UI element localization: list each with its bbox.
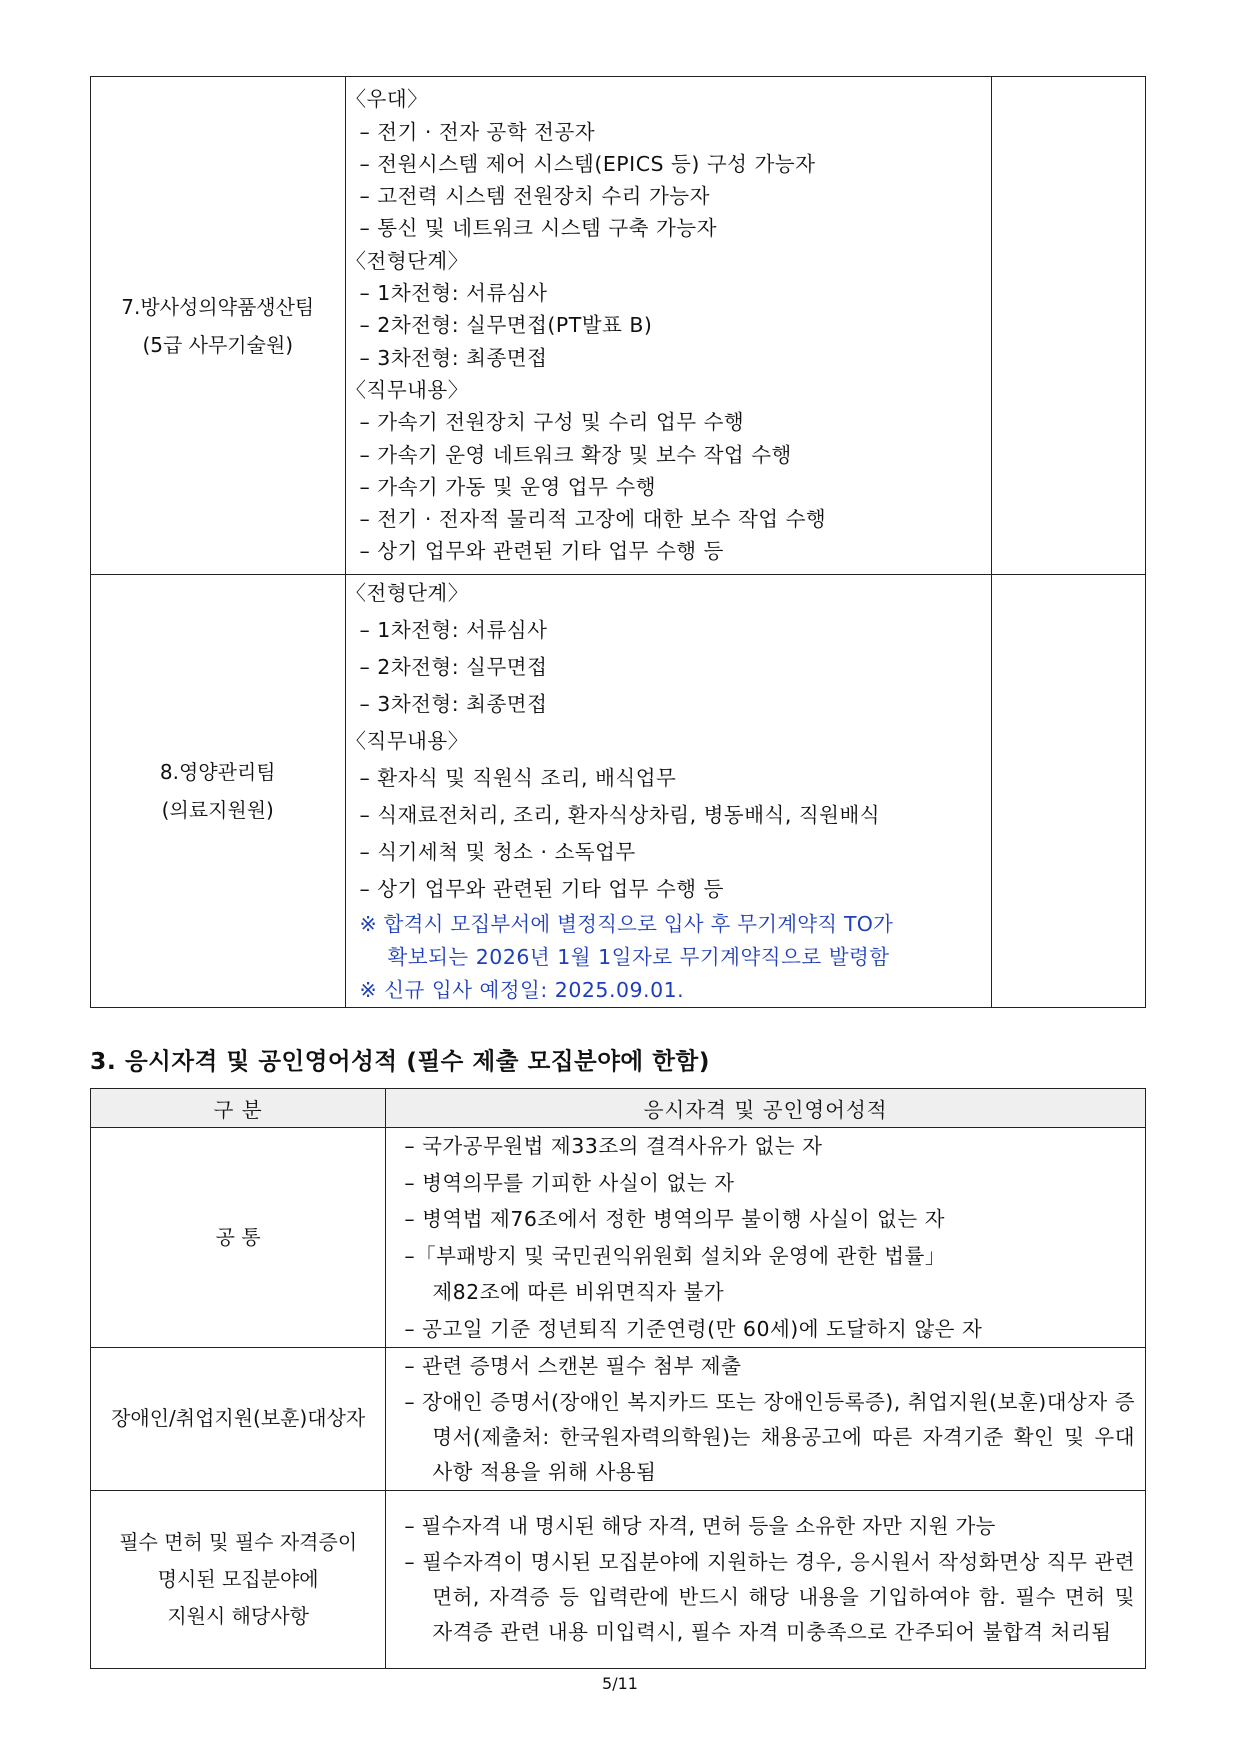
list-item: – 장애인 증명서(장애인 복지카드 또는 장애인등록증), 취업지원(보훈)대상자 증명서(제출처: 한국원자력의학원)는 채용공고에 따른 자격기준 확인 및 우대사항 적용을 위해 사용됨 [404, 1389, 1135, 1484]
requirement-cell [386, 1128, 1146, 1348]
list-item: – 가속기 가동 및 운영 업무 수행 [359, 474, 656, 499]
notice-text: 확보되는 2026년 1월 1일자로 무기계약직으로 발령함 [387, 945, 890, 969]
list-item: – 가속기 운영 네트워크 확장 및 보수 작업 수행 [359, 442, 792, 467]
dept-label-cell [91, 77, 346, 575]
table-row [91, 1348, 1146, 1491]
list-item: – 1차전형: 서류심사 [359, 618, 548, 642]
list-item: – 병역의무를 기피한 사실이 없는 자 [404, 1170, 735, 1195]
empty-cell [992, 575, 1146, 1008]
list-item: – 필수자격이 명시된 모집분야에 지원하는 경우, 응시원서 작성화면상 직무 관련 면허, 자격증 등 입력란에 반드시 해당 내용을 기입하여야 함. 필수 면허 및 자격증 관련 내용 미입력시, 필수 자격 미충족으로 간주되어 불합격 처리됨 [404, 1549, 1135, 1644]
list-item: – 고전력 시스템 전원장치 수리 가능자 [359, 184, 710, 209]
list-item: – 전원시스템 제어 시스템(EPICS 등) 구성 가능자 [359, 151, 816, 176]
column-header: 구 분 [91, 1089, 386, 1128]
table-row [91, 575, 1146, 1008]
list-item: – 전기 · 전자 공학 전공자 [359, 119, 596, 144]
list-item: – 2차전형: 실무면접 [359, 655, 548, 679]
dept-detail-cell [345, 575, 992, 1008]
empty-cell [992, 77, 1146, 575]
table-row [91, 77, 1146, 575]
page-number: 5/11 [602, 1674, 638, 1693]
list-item: – 필수자격 내 명시된 해당 자격, 면허 등을 소유한 자만 지원 가능 [404, 1514, 996, 1539]
list-item: – 2차전형: 실무면접(PT발표 B) [359, 313, 653, 338]
category-cell: 공 통 [91, 1128, 386, 1348]
list-item: – 가속기 전원장치 구성 및 수리 업무 수행 [359, 410, 745, 435]
category-line: 명시된 모집분야에 [157, 1566, 319, 1591]
list-item: – 상기 업무와 관련된 기타 업무 수행 등 [359, 539, 724, 564]
dept-name: 7.방사성의약품생산팀 [121, 294, 315, 319]
dept-grade: (의료지원원) [161, 798, 274, 822]
column-header: 응시자격 및 공인영어성적 [386, 1089, 1146, 1128]
eligibility-table [90, 1088, 1146, 1669]
list-item: – 1차전형: 서류심사 [359, 281, 548, 306]
dept-name: 8.영양관리팀 [159, 760, 276, 784]
list-item: – 병역법 제76조에서 정한 병역의무 불이행 사실이 없는 자 [404, 1207, 945, 1231]
notice-text: ※ 신규 입사 예정일: 2025.09.01. [359, 978, 685, 1002]
list-item: – 3차전형: 최종면접 [359, 692, 548, 716]
list-item: 〈직무내용〉 [345, 729, 469, 753]
list-item: – 공고일 기준 정년퇴직 기준연령(만 60세)에 도달하지 않은 자 [404, 1316, 983, 1341]
list-item: – 식기세척 및 청소 · 소독업무 [359, 840, 636, 864]
table-row [91, 1490, 1146, 1668]
list-item: 〈전형단계〉 [345, 248, 469, 273]
dept-label-cell [91, 575, 346, 1008]
list-item: – 3차전형: 최종면접 [359, 345, 548, 370]
list-item: – 식재료전처리, 조리, 환자식상차림, 병동배식, 직원배식 [359, 803, 881, 827]
category-cell: 장애인/취업지원(보훈)대상자 [91, 1348, 386, 1491]
category-line: 필수 면허 및 필수 자격증이 [119, 1529, 358, 1554]
list-item: 〈직무내용〉 [345, 377, 469, 402]
category-cell [91, 1490, 386, 1668]
notice-text: ※ 합격시 모집부서에 별정직으로 입사 후 무기계약직 TO가 [359, 912, 894, 936]
list-item: – 관련 증명서 스캔본 필수 첨부 제출 [404, 1354, 742, 1378]
category-line: 지원시 해당사항 [167, 1603, 309, 1628]
list-item: – 통신 및 네트워크 시스템 구축 가능자 [359, 216, 717, 241]
list-item: 〈전형단계〉 [345, 581, 469, 605]
job-detail-table [90, 76, 1146, 1008]
list-item: – 환자식 및 직원식 조리, 배식업무 [359, 766, 677, 790]
requirement-cell [386, 1348, 1146, 1491]
list-item: – 상기 업무와 관련된 기타 업무 수행 등 [359, 877, 724, 901]
list-item: 〈우대〉 [345, 87, 429, 112]
list-item: – 국가공무원법 제33조의 결격사유가 없는 자 [404, 1134, 823, 1158]
section-title: 3. 응시자격 및 공인영어성적 (필수 제출 모집분야에 한함) [90, 1047, 710, 1075]
list-item: – 전기 · 전자적 물리적 고장에 대한 보수 작업 수행 [359, 507, 827, 532]
dept-detail-cell [345, 77, 992, 575]
table-row [91, 1128, 1146, 1348]
table-header-row [91, 1089, 1146, 1128]
list-item: –「부패방지 및 국민권익위원회 설치와 운영에 관한 법률」 [404, 1243, 946, 1268]
requirement-cell [386, 1490, 1146, 1668]
dept-grade: (5급 사무기술원) [142, 332, 294, 357]
list-item: 제82조에 따른 비위면직자 불가 [432, 1280, 725, 1304]
